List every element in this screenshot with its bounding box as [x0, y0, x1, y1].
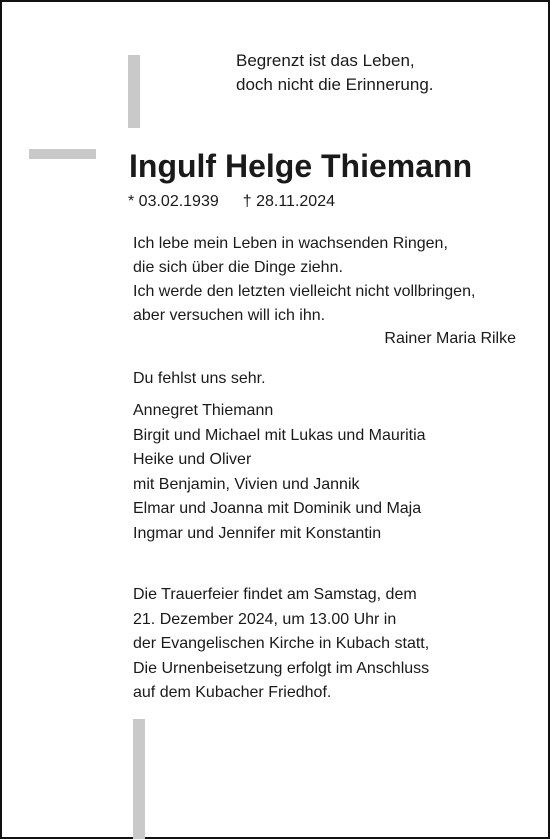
birth-date: * 03.02.1939 — [128, 193, 219, 210]
ceremony-line: Die Urnenbeisetzung erfolgt im Anschluss — [133, 659, 430, 677]
family-list — [133, 399, 426, 546]
poem-line: aber versuchen will ich ihn. — [133, 307, 326, 324]
motto-line: Begrenzt ist das Leben, — [236, 51, 415, 70]
family-member: Heike und Oliver — [133, 451, 252, 468]
motto-line: doch nicht die Erinnerung. — [236, 75, 434, 94]
poem — [133, 232, 475, 328]
family-member: Annegret Thiemann — [133, 402, 274, 419]
poem-line: Ich werde den letzten vielleicht nicht vollbringen, — [133, 283, 476, 300]
cross-vertical-bottom — [133, 719, 145, 839]
cross-horizontal — [29, 149, 96, 159]
poem-line: die sich über die Dinge ziehn. — [133, 259, 343, 276]
poem-author: Rainer Maria Rilke — [384, 330, 516, 347]
cross-vertical-top — [128, 55, 140, 128]
poem-line: Ich lebe mein Leben in wachsenden Ringen, — [133, 235, 448, 252]
ceremony-line: der Evangelischen Kirche in Kubach statt, — [133, 635, 430, 652]
ceremony-line: auf dem Kubacher Friedhof. — [133, 684, 332, 701]
deceased-name: Ingulf Helge Thiemann — [129, 148, 473, 184]
family-member: Elmar und Joanna mit Dominik und Maja — [133, 500, 422, 517]
death-date: † 28.11.2024 — [242, 193, 335, 210]
motto — [236, 49, 434, 97]
family-member: Ingmar und Jennifer mit Konstantin — [133, 524, 382, 542]
ceremony-info — [133, 583, 429, 706]
family-member: mit Benjamin, Vivien und Jannik — [133, 475, 360, 493]
ceremony-line: Die Trauerfeier findet am Samstag, dem — [133, 586, 417, 603]
ceremony-line: 21. Dezember 2024, um 13.00 Uhr in — [133, 610, 397, 628]
life-dates — [128, 192, 335, 212]
family-member: Birgit und Michael mit Lukas und Mauritia — [133, 426, 426, 444]
missed-text: Du fehlst uns sehr. — [133, 370, 266, 387]
